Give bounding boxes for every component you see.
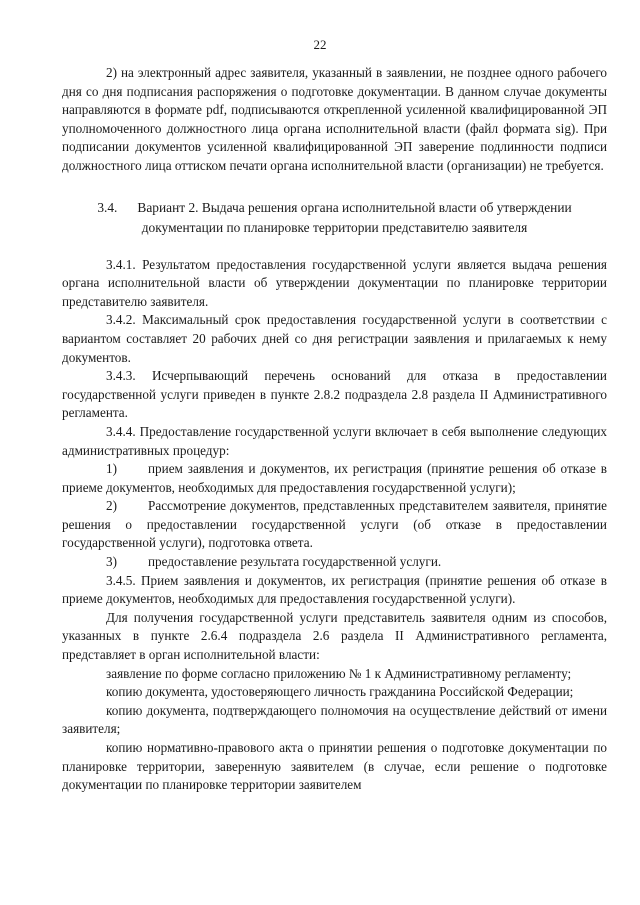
document-list-item: копию нормативно-правового акта о принятии решения о подготовке документации по планировке территории, заверенную заявителем (в случае, если решение о подготовке документации по планировке территории заявителем <box>62 740 607 793</box>
procedure-text: прием заявления и документов, их регистрация (принятие решения об отказе в приеме документов, необходимых для предоставления государственной услуги); <box>62 461 607 495</box>
paragraph-intro-documents: Для получения государственной услуги представитель заявителя одним из способов, указанных в пункте 2.6.4 подраздела 2.6 раздела II Административного регламента, представляет в орган исполнительной власти: <box>62 609 607 663</box>
procedure-marker: 2) <box>106 498 117 514</box>
section-heading <box>62 198 607 238</box>
paragraph-3-4-3: 3.4.3. Исчерпывающий перечень оснований для отказа в предоставлении государственной услуги приведен в пункте 2.8.2 подраздела 2.8 раздела II Административного регламента. <box>62 368 607 421</box>
document-list-item: заявление по форме согласно приложению № 1 к Административному регламенту; <box>106 665 572 681</box>
procedure-text: предоставление результата государственной услуги. <box>148 554 442 570</box>
paragraph-3-4-4: 3.4.4. Предоставление государственной услуги включает в себя выполнение следующих административных процедур: <box>62 423 607 458</box>
section-title: Вариант 2. Выдача решения органа исполнительной власти об утверждении документации по планировке территории представителю заявителя <box>137 199 572 235</box>
paragraph-delivery-email: 2) на электронный адрес заявителя, указанный в заявлении, не позднее одного рабочего дня со дня подписания распоряжения о подготовке документации. В данном случае документы направляются в формате pdf, подписываются открепленной усиленной квалифицированной ЭП уполномоченного должностного лица органа исполнительной власти (файл формата sig). При подписании документов усиленной квалифицированной ЭП заверение подлинности подписи должностного лица оттиском печати органа исполнительной власти (организации) не требуется. <box>62 65 607 173</box>
document-list-item: копию документа, удостоверяющего личность гражданина Российской Федерации; <box>106 684 574 700</box>
paragraph-3-4-5: 3.4.5. Прием заявления и документов, их регистрация (принятие решения об отказе в приеме документов, необходимых для предоставления государственной услуги). <box>62 572 607 607</box>
document-list-item: копию документа, подтверждающего полномочия на осуществление действий от имени заявителя; <box>62 702 607 737</box>
document-body <box>62 64 607 795</box>
page-number: 22 <box>313 37 327 52</box>
procedure-item <box>62 553 607 572</box>
procedure-item <box>62 497 607 553</box>
paragraph-3-4-1: 3.4.1. Результатом предоставления государственной услуги является выдача решения органа исполнительной власти об утверждении документации по планировке территории представителю заявителя. <box>62 256 607 309</box>
paragraph-3-4-2: 3.4.2. Максимальный срок предоставления государственной услуги в соответствии с вариантом составляет 20 рабочих дней со дня регистрации заявления и прилагаемых к нему документов. <box>62 312 607 365</box>
procedure-item <box>62 460 607 497</box>
procedure-marker: 3) <box>106 554 117 570</box>
procedure-text: Рассмотрение документов, представленных представителем заявителя, принятие решения о предоставлении государственной услуги (об отказе в предоставлении государственной услуги), подготовка ответа. <box>62 498 607 551</box>
section-number: 3.4. <box>97 199 118 215</box>
procedure-marker: 1) <box>106 461 117 477</box>
